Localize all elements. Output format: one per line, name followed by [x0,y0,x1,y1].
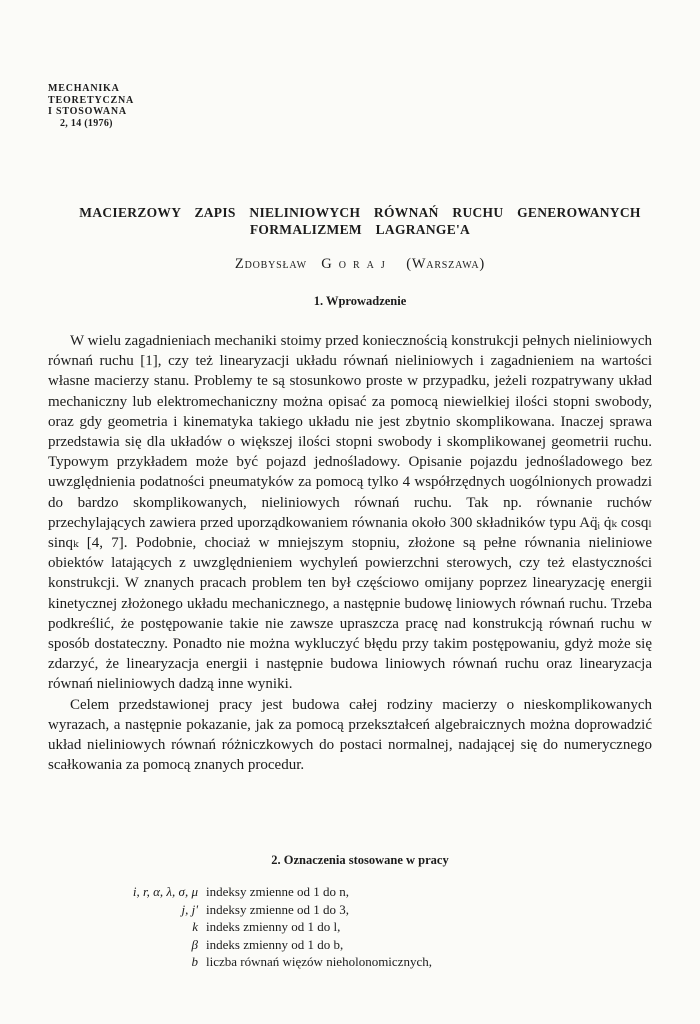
paragraph-2: Celem przedstawionej pracy jest budowa całej rodziny macierzy o nieskomplikowanych wyrazach, a następnie pokazanie, jak za pomocą przekształceń algebraicznych można doprowadzić układ nieliniowych równań różniczkowych do postaci normalnej, nadającej się do numerycznego scałkowania za pomocą znanych procedur. [48,696,652,774]
journal-name-line2: TEORETYCZNA [48,94,135,106]
notation-item [48,936,548,954]
paper-title-line2: FORMALIZMEM LAGRANGE'A [249,222,471,237]
paragraph-1: W wielu zagadnieniach mechaniki stoimy przed koniecznością konstrukcji pełnych nieliniowych równań ruchu [1], czy też linearyzacji układu równań nieliniowych i zagadnieniem na wartości własne macierzy stanu. Problemy te są stosunkowo proste w przypadku, jeżeli rozpatrywany układ mechaniczny lub elektromechaniczny można opisać za pomocą niewielkiej ilości stopni swobody, oraz gdy geometria i kinematyka takiego układu nie jest zbytnio skomplikowana. Inaczej sprawa przedstawia się dla układów o większej ilości stopni swobody i skomplikowanej geometrii ruchu. Typowym przykładem może być pojazd jednośladowy. Opisanie pojazdu jednośladowego bez uwzględnienia podatności pneumatyków za pomocą tylko 4 współrzędnych uogólnionych prowadzi do bardzo skomplikowanych, nieliniowych równań ruchu. Tak np. równanie ruchów przechylających zawiera przed uporządkowaniem równania około 300 składników typu Aq̈ᵢ q̇ₖ cosqₗ sinqₖ [4, 7]. Podobnie, chociaż w mniejszym stopniu, złożone są pełne równania nieliniowe obiektów latających z uwzględnieniem wychyleń powierzchni sterowych, czy też elastyczności konstrukcji. W znanych pracach problem ten był częściowo omijany poprzez linearyzację energii kinetycznej złożonego układu mechanicznego, a następnie budowę liniowych równań ruchu. Trzeba podkreślić, że postępowanie takie nie zawsze upraszcza pracę nad konstrukcją równań ruchu w sposób dostateczny. Ponadto nie można wykluczyć błędu przy takim postępowaniu, gdyż może się zdarzyć, że linearyzacja energii i następnie budowa liniowych równań ruchu oraz linearyzacja równań nieliniowych dadzą inne wyniki. [48,333,652,693]
paper-title [60,204,660,238]
notation-symbol: β [191,936,198,952]
notation-list [48,883,548,971]
notation-description: indeksy zmienne od 1 do n, [206,884,349,899]
author-affiliation: (Warszawa) [406,256,486,272]
journal-name-line3: I STOSOWANA [48,106,127,117]
introduction-body [48,331,652,775]
journal-header [48,83,134,129]
notation-item [48,953,548,971]
journal-name-line1: MECHANIKA [48,83,120,94]
notation-item [48,883,548,901]
notation-description: indeksy zmienne od 1 do 3, [206,901,349,917]
section-heading-introduction: 1. Wprowadzenie [313,294,407,308]
notation-item [48,901,548,919]
author-first-name: Zdobysław [234,256,307,272]
author-line [60,256,660,273]
notation-description: indeks zmienny od 1 do l, [206,919,341,934]
notation-description: indeks zmienny od 1 do b, [206,936,344,952]
notation-symbol: k [192,919,198,934]
author-surname: Goraj [321,256,392,272]
notation-item [48,918,548,936]
journal-issue: 2, 14 (1976) [60,117,113,129]
notation-symbol: j, j' [181,901,198,917]
notation-description: liczba równań więzów nieholonomicznych, [206,954,432,969]
paper-title-line1: MACIERZOWY ZAPIS NIELINIOWYCH RÓWNAŃ RUCHU GENEROWANYCH [79,205,641,220]
notation-symbol: b [191,954,198,969]
notation-symbol: i, r, α, λ, σ, μ [132,884,198,899]
section-heading-notation: 2. Oznaczenia stosowane w pracy [271,853,449,867]
